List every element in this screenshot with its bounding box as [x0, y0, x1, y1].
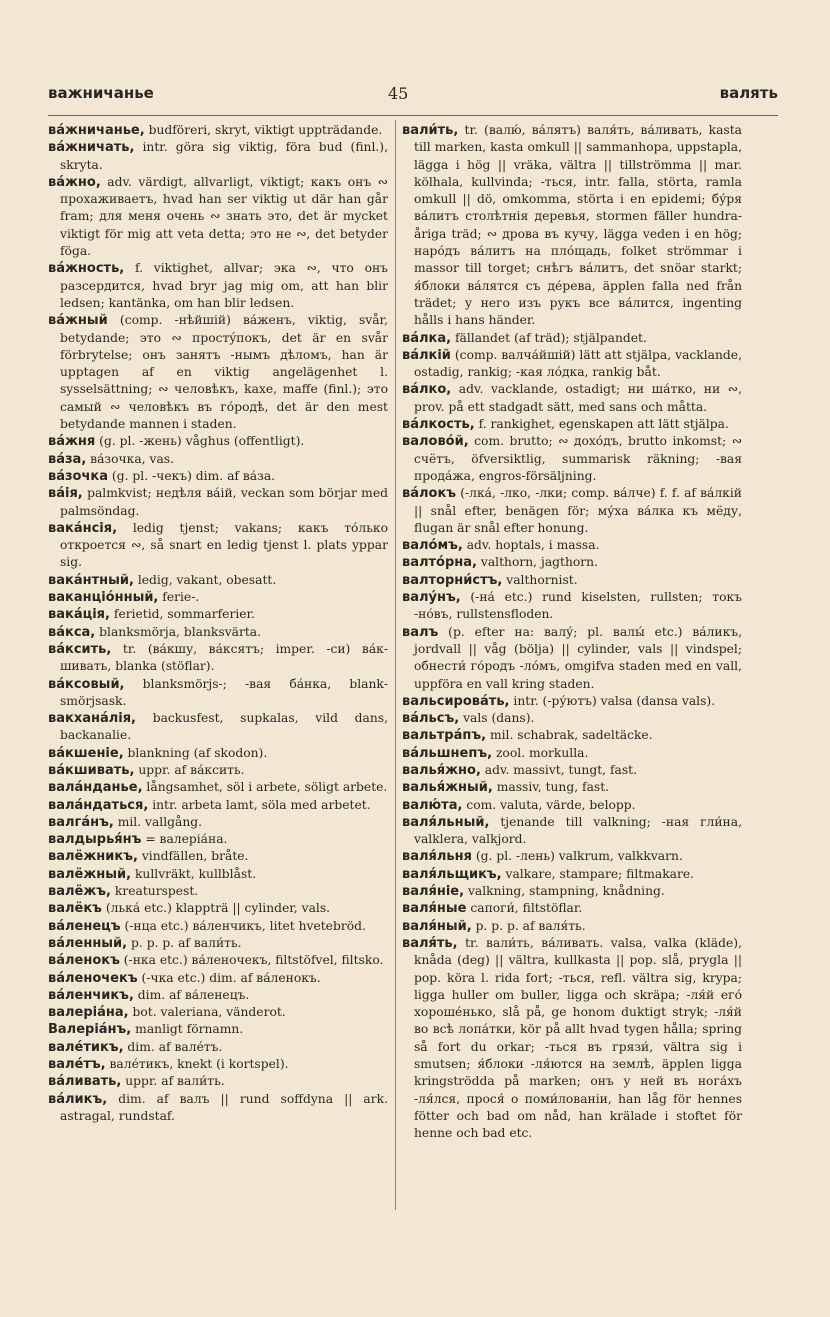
entry-definition: blanksmörja, blanksvärta.: [95, 624, 262, 639]
entry-definition: вале́тикъ, knekt (i kortspel).: [105, 1057, 289, 1072]
entry-headword: ва́ликъ,: [48, 1091, 108, 1107]
entry-headword: вали́ть,: [402, 123, 459, 138]
entry-definition: mil. schabrak, sadeltäcke.: [486, 728, 653, 743]
entry-headword: Валеріа́нъ,: [48, 1022, 132, 1038]
entry-headword: ва́жня: [48, 434, 96, 450]
entry-definition: uppr. af ва́ксить.: [134, 762, 245, 777]
entry-definition: tr. вали́ть, ва́ливать. valsa, valka (kläde), knåda (deg) || vältra, kullkasta || pop. slå, prygla || pop. köra l. rida fort; -ться, refl. vältra sig, krypa; ligga huller om buller, ligga och skräpa; -ля́й его́ хороше́нько, slå på, ge honom duktigt stryk; -ля́й во всѣ лопа́тки, kör på allt hvad tygen hålla; spring så fort du orkar; -ться въ грязи́, vältra sig i smutsen; я́блоки -ля́ются на землѣ, äpplen ligga kringströdda på marken; онъ у ней въ нога́хъ -ля́лся, прося́ о поми́лованіи, han låg för hennes fötter och bad om nåd, han krälade i stoftet för henne och bad etc.: [414, 935, 742, 1141]
entry-headword: валя́льный,: [402, 814, 490, 830]
header-right-headword: валять: [719, 84, 778, 102]
dictionary-entry: [48, 520, 388, 572]
entry-definition: ferie-.: [158, 590, 200, 605]
dictionary-entry: [48, 745, 388, 762]
dictionary-entry: [402, 485, 742, 537]
entry-headword: валово́й,: [402, 434, 469, 450]
entry-headword: валъ: [402, 624, 439, 640]
entry-definition: palmkvist; недѣля ва́ій, veckan som börjar med palmsöndag.: [60, 486, 388, 518]
entry-headword: ва́лко,: [402, 382, 452, 398]
entry-definition: kreaturspest.: [110, 884, 199, 899]
entry-headword: ва́кса,: [48, 624, 96, 640]
dictionary-entry: [48, 1004, 388, 1021]
entry-headword: ва́леночекъ: [48, 970, 138, 986]
entry-definition: massiv, tung, fast.: [492, 780, 610, 795]
entry-headword: ва́жно,: [48, 174, 101, 190]
entry-headword: валья́жно,: [402, 762, 481, 778]
entry-headword: ва́ленный,: [48, 935, 128, 951]
entry-headword: валёжъ,: [48, 884, 111, 900]
dictionary-entry: [402, 848, 742, 865]
entry-headword: валёжникъ,: [48, 849, 138, 865]
entry-definition: vindfällen, bråte.: [137, 849, 249, 864]
entry-definition: f. rankighet, egenskapen att lätt stjälpa.: [474, 417, 729, 432]
entry-definition: tr. (ва́кшу, ва́ксятъ; imper. -си) ва́кшивать, blanka (stöflar).: [60, 641, 388, 674]
entry-headword: валя́ный,: [402, 918, 472, 934]
entry-headword: валя́льня: [402, 849, 472, 865]
entry-headword: вальсирова́ть,: [402, 693, 510, 709]
dictionary-entry: [48, 676, 388, 711]
entry-headword: ва́лка,: [402, 330, 452, 346]
dictionary-entry: [402, 572, 742, 589]
entry-definition: tr. (валю́, ва́лятъ) валя́ть, ва́ливать, kasta till marken, kasta omkull || sammanhopa, uppstapla, lägga i hög || vräka, vältra || tillströmma || mar. kölhala, kullvinda; -ться, intr. falla, störta, ramla omkull || dö, omkomma, störta i en epidemi; бу́ря ва́литъ столѣтнія деревья, stormen fäller hundraåriga träd; ∾ дрова въ кучу, lägga veden i en hög; наро́дъ ва́литъ на пло́щадь, folket strömmar i massor till torget; снѣгъ ва́литъ, det snöar starkt; я́блоки ва́лятся съ де́рева, äpplen falla ned från trädet; у него изъ рукъ все ва́лится, ingenting hålls i hans händer.: [414, 123, 742, 328]
dictionary-entry: [48, 606, 388, 623]
dictionary-entry: [48, 1056, 388, 1073]
entry-definition: bot. valeriana, vänderot.: [128, 1005, 286, 1020]
entry-headword: ва́ія,: [48, 486, 83, 502]
dictionary-entry: [48, 312, 388, 433]
entry-headword: ва́ленокъ: [48, 953, 120, 969]
entry-headword: ва́за,: [48, 451, 87, 467]
dictionary-entry: [48, 1073, 388, 1090]
entry-definition: långsamhet, söl i arbete, söligt arbete.: [142, 780, 388, 795]
entry-definition: (comp. валча́йшій) lätt att stjälpa, vacklande, ostadig, rankig; -кая ло́дка, rankig båt.: [414, 347, 742, 380]
entry-headword: вало́мъ,: [402, 538, 463, 554]
entry-definition: p. p. p. af валя́ть.: [471, 918, 586, 933]
entry-headword: вакхана́лія,: [48, 711, 136, 727]
entry-headword: ва́ксить,: [48, 641, 112, 657]
dictionary-entry: [48, 831, 388, 848]
entry-definition: mil. vallgång.: [113, 814, 203, 829]
dictionary-entry: [48, 433, 388, 450]
dictionary-entry: [48, 451, 388, 468]
entry-headword: валу́нъ,: [402, 590, 461, 606]
dictionary-entry: [402, 554, 742, 571]
entry-definition: (-нка etc.) ва́леночекъ, filtstöfvel, filtsko.: [119, 953, 384, 968]
entry-definition: adv. värdigt, allvarligt, viktigt; какъ онъ ∾ прохаживаетъ, hvad han ser viktig ut där han går fram; для меня очень ∾ знать это, det är mycket viktigt för mig att veta detta; это не ∾, det betyder föga.: [60, 174, 388, 259]
entry-definition: dim. af валъ || rund soffdyna || ark. astragal, rundstaf.: [60, 1091, 388, 1123]
right-column: [402, 122, 742, 1143]
entry-definition: blankning (af skodon).: [123, 745, 268, 760]
entry-definition: p. p. p. af вали́ть.: [127, 935, 242, 950]
dictionary-entry: [48, 987, 388, 1004]
entry-definition: tjenande till valkning; -ная гли́на, valklera, valkjord.: [414, 814, 742, 847]
entry-definition: adv. vacklande, ostadigt; ни ша́тко, ни ∾, prov. på ett stadgadt sätt, med sans och måtta.: [414, 382, 742, 414]
entry-definition: (-нца etc.) ва́ленчикъ, litet hvetebröd.: [120, 918, 366, 933]
dictionary-entry: [48, 814, 388, 831]
entry-definition: intr. (-ру́ютъ) valsa (dansa vals).: [509, 693, 716, 708]
entry-headword: ва́жность,: [48, 261, 125, 277]
dictionary-entry: [48, 641, 388, 676]
entry-definition: ferietid, sommarferier.: [109, 607, 255, 622]
entry-definition: ledig tjenst; vakans; какъ то́лько откроется ∾, så snart en ledig tjenst l. plats yppar sig.: [60, 520, 388, 570]
dictionary-entry: [402, 330, 742, 347]
dictionary-entry: [402, 347, 742, 382]
dictionary-entry: [402, 624, 742, 693]
dictionary-entry: [402, 433, 742, 485]
entry-definition: kullvräkt, kullblåst.: [131, 866, 257, 881]
dictionary-entry: [402, 797, 742, 814]
page-number: 45: [388, 84, 409, 103]
entry-definition: (-лка́, -лко, -лки; comp. ва́лче) f. f. af ва́лкій || snål efter, benägen för; му́ха ва́лка къ мёду, flugan är snål efter honung.: [414, 486, 742, 535]
dictionary-entry: [48, 710, 388, 745]
entry-headword: ва́лкій: [402, 347, 451, 363]
dictionary-entry: [48, 797, 388, 814]
dictionary-entry: [402, 745, 742, 762]
entry-headword: валя́ные: [402, 901, 467, 917]
entry-headword: валя́ніе,: [402, 884, 465, 900]
entry-headword: валю́та,: [402, 797, 463, 813]
entry-definition: ва́зочка, vas.: [86, 451, 175, 466]
dictionary-entry: [402, 866, 742, 883]
entry-definition: blanksmörjs-; -вая ба́нка, blanksmörjsask.: [60, 676, 388, 708]
dictionary-entry: [48, 174, 388, 260]
entry-definition: dim. af ва́ленецъ.: [133, 987, 250, 1002]
entry-headword: валто́рна,: [402, 555, 477, 571]
entry-headword: ва́зочка: [48, 468, 109, 484]
entry-headword: ва́кшивать,: [48, 762, 135, 778]
dictionary-entry: [402, 883, 742, 900]
dictionary-entry: [48, 122, 388, 139]
entry-headword: валёкъ: [48, 901, 102, 917]
dictionary-entry: [48, 970, 388, 987]
header-rule: [48, 115, 778, 116]
entry-headword: валёжный,: [48, 866, 132, 882]
entry-headword: ва́кшеніе,: [48, 745, 124, 761]
dictionary-entry: [48, 935, 388, 952]
entry-definition: valthorn, jagthorn.: [477, 555, 598, 570]
dictionary-entry: [48, 883, 388, 900]
entry-definition: (p. efter на: валу́; pl. валы́ etc.) ва́ликъ, jordvall || våg (bölja) || cylinder, vals || vindspel; обнести́ го́родъ -ло́мъ, omgifva staden med en vall, uppföra en vall kring staden.: [414, 624, 742, 691]
dictionary-entry: [402, 727, 742, 744]
column-divider: [395, 120, 396, 1210]
entry-headword: валья́жный,: [402, 780, 493, 796]
entry-headword: валга́нъ,: [48, 814, 114, 830]
dictionary-entry: [48, 485, 388, 520]
entry-headword: ва́лкость,: [402, 417, 475, 433]
dictionary-entry: [48, 1021, 388, 1038]
entry-definition: valkning, stampning, knådning.: [464, 884, 665, 899]
dictionary-entry: [48, 572, 388, 589]
entry-headword: ваканціо́нный,: [48, 590, 159, 606]
dictionary-entry: [48, 866, 388, 883]
entry-headword: ва́льшнепъ,: [402, 745, 493, 761]
dictionary-entry: [402, 537, 742, 554]
entry-definition: (g. pl. -чекъ) dim. af ва́за.: [108, 468, 276, 483]
entry-headword: ва́локъ: [402, 486, 457, 502]
dictionary-entry: [402, 710, 742, 727]
entry-definition: ledig, vakant, obesatt.: [133, 572, 277, 587]
entry-headword: вала́нданье,: [48, 780, 143, 796]
entry-headword: валя́ть,: [402, 935, 458, 951]
entry-definition: valkare, stampare; filtmakare.: [501, 866, 695, 881]
dictionary-entry: [48, 1039, 388, 1056]
entry-definition: budföreri, skryt, viktigt uppträdande.: [144, 123, 383, 137]
dictionary-entry: [48, 762, 388, 779]
entry-definition: сапоги́, filtstöflar.: [466, 901, 583, 916]
dictionary-entry: [402, 935, 742, 1143]
entry-headword: ва́жничать,: [48, 140, 135, 156]
entry-headword: валеріа́на,: [48, 1005, 129, 1021]
dictionary-entry: [48, 900, 388, 917]
entry-definition: adv. massivt, tungt, fast.: [480, 762, 638, 777]
entry-definition: intr. arbeta lamt, söla med arbetet.: [148, 797, 371, 812]
entry-definition: vals (dans).: [459, 711, 535, 726]
entry-headword: вала́ндаться,: [48, 797, 149, 813]
dictionary-entry: [402, 762, 742, 779]
page-header: [48, 84, 778, 106]
entry-headword: ва́ленчикъ,: [48, 987, 134, 1003]
entry-definition: manligt förnamn.: [131, 1022, 244, 1037]
dictionary-entry: [402, 779, 742, 796]
left-column: [48, 122, 388, 1125]
entry-definition: com. brutto; ∾ дохо́дъ, brutto inkomst; ∾ счётъ, öfversiktlig, summarisk räkning; -вая прода́жа, engros-försäljning.: [414, 434, 742, 483]
dictionary-entry: [402, 416, 742, 433]
entry-headword: валдырья́нъ: [48, 832, 142, 848]
entry-definition: dim. af вале́тъ.: [123, 1039, 223, 1054]
entry-definition: = валеріа́на.: [141, 832, 228, 847]
entry-headword: вака́ція,: [48, 607, 110, 623]
entry-headword: вака́нтный,: [48, 572, 134, 588]
entry-definition: uppr. af вали́ть.: [121, 1074, 225, 1089]
dictionary-entry: [48, 779, 388, 796]
entry-definition: zool. morkulla.: [492, 745, 589, 760]
entry-definition: (comp. -нѣйшій) ва́женъ, viktig, svår, betydande; это ∾ простýпокъ, det är en svår förbrytelse; онъ занятъ -нымъ дѣломъ, han är upptagen af en viktig angelägenhet l. sysselsättning; ∾ человѣкъ, kaxe, maffe (finl.); это самый ∾ человѣкъ въ го́родѣ, det är den mest betydande mannen i staden.: [60, 313, 388, 432]
dictionary-entry: [48, 918, 388, 935]
dictionary-entry: [402, 900, 742, 917]
entry-headword: ва́жничанье,: [48, 123, 145, 138]
dictionary-entry: [402, 381, 742, 416]
entry-headword: ва́ксовый,: [48, 676, 125, 692]
dictionary-entry: [48, 1091, 388, 1126]
entry-definition: (лька́ etc.) klappträ || cylinder, vals.: [101, 901, 331, 916]
entry-headword: вале́тъ,: [48, 1057, 106, 1073]
dictionary-entry: [402, 122, 742, 330]
dictionary-entry: [48, 260, 388, 312]
entry-definition: (g. pl. -жень) våghus (offentligt).: [95, 434, 305, 449]
entry-headword: вака́нсія,: [48, 520, 118, 536]
entry-definition: valthornist.: [502, 572, 578, 587]
entry-definition: f. viktighet, allvar; эка ∾, что онъ разсердится, hvad bryr jag mig om, att han blir ledsen; kantänka, om han blir ledsen.: [60, 261, 388, 310]
dictionary-entry: [48, 468, 388, 485]
entry-definition: fällandet (af träd); stjälpandet.: [451, 330, 647, 345]
dictionary-entry: [402, 693, 742, 710]
dictionary-entry: [48, 139, 388, 174]
dictionary-entry: [402, 918, 742, 935]
entry-definition: adv. hoptals, i massa.: [462, 538, 600, 553]
dictionary-entry: [48, 624, 388, 641]
dictionary-entry: [402, 589, 742, 624]
entry-headword: валя́льщикъ,: [402, 866, 502, 882]
entry-definition: (g. pl. -лень) valkrum, valkkvarn.: [471, 849, 683, 864]
entry-definition: backusfest, supkalas, vild dans, backanalie.: [60, 711, 388, 743]
dictionary-entry: [48, 589, 388, 606]
entry-definition: (-чка etc.) dim. af ва́ленокъ.: [137, 970, 321, 985]
entry-headword: ва́льсъ,: [402, 711, 460, 727]
dictionary-entry: [402, 814, 742, 849]
entry-headword: валторни́стъ,: [402, 572, 503, 588]
entry-definition: intr. göra sig viktig, föra bud (finl.), skryta.: [60, 140, 388, 172]
entry-headword: ва́ливать,: [48, 1074, 122, 1090]
entry-definition: com. valuta, värde, belopp.: [462, 797, 636, 812]
entry-headword: ва́жный: [48, 313, 108, 329]
entry-headword: ва́ленецъ: [48, 918, 121, 934]
dictionary-entry: [48, 848, 388, 865]
entry-headword: вальтра́пъ,: [402, 728, 487, 744]
entry-headword: вале́тикъ,: [48, 1039, 124, 1055]
entry-definition: (-на́ etc.) rund kiselsten, rullsten; токъ -но́въ, rullstensfloden.: [414, 590, 742, 622]
header-left-headword: важничанье: [48, 84, 154, 102]
dictionary-entry: [48, 952, 388, 969]
